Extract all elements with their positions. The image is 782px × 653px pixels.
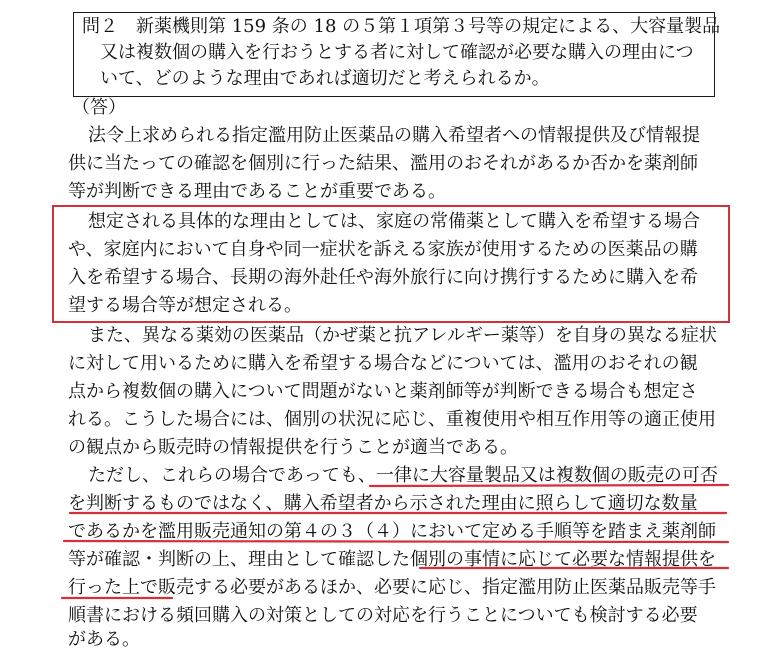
paragraph3-line-4: れる。こうした場合には、個別の状況に応じ、重複使用や相互作用等の適正使用 [68, 409, 716, 430]
paragraph3-line-1: また、異なる薬効の医薬品（かぜ薬と抗アレルギー薬等）を自身の異なる症状 [88, 325, 717, 346]
paragraph2-line-3: 入を希望する場合、長期の海外赴任や海外旅行に向け携行するために購入を希 [68, 267, 698, 288]
paragraph2-line-4: 望する場合等が想定される。 [68, 295, 302, 316]
paragraph3-line-2: に対して用いるために購入を希望する場合などについては、濫用のおそれの観 [68, 353, 698, 374]
paragraph1-line-1: 法令上求められる指定濫用防止医薬品の購入希望者への情報提供及び情報提 [88, 125, 700, 146]
paragraph4-line-7: がある。 [68, 629, 140, 650]
question-line-1: 問２ 新薬機則第 159 条の 18 の５第１項第３号等の規定による、大容量製品 [82, 16, 721, 37]
paragraph4-line-1: ただし、これらの場合であっても、一律に大容量製品又は複数個の販売の可否 [88, 465, 718, 486]
answer-label: （答） [72, 97, 126, 118]
question-line-3: いて、どのような理由であれば適切だと考えられるか。 [100, 68, 550, 89]
paragraph3-line-5: の観点から販売時の情報提供を行うことが適当である。 [68, 437, 518, 458]
paragraph3-line-3: 点から複数個の購入について問題がないと薬剤師等が判断できる場合も想定さ [68, 381, 698, 402]
paragraph4-line-5: 行った上で販売する必要があるほか、必要に応じ、指定濫用防止医薬品販売等手 [68, 577, 716, 598]
paragraph2-line-2: や、家庭内において自身や同一症状を訴える家族が使用するための医薬品の購 [68, 239, 698, 260]
paragraph1-line-3: 等が判断できる理由であることが重要である。 [68, 181, 446, 202]
paragraph4-line-6: 順書における頻回購入の対策としての対応を行うことについても検討する必要 [68, 605, 698, 626]
paragraph4-line-3: であるかを濫用販売通知の第４の３（４）において定める手順等を踏まえ薬剤師 [68, 521, 716, 542]
paragraph4-line-2: を判断するものではなく、購入希望者から示された理由に照らして適切な数量 [68, 493, 698, 514]
paragraph1-line-2: 供に当たっての確認を個別に行った結果、濫用のおそれがあるか否かを薬剤師 [68, 153, 698, 174]
paragraph4-line-4: 等が確認・判断の上、理由として確認した個別の事情に応じて必要な情報提供を [68, 549, 716, 570]
paragraph2-line-1: 想定される具体的な理由としては、家庭の常備薬として購入を希望する場合 [88, 211, 700, 232]
question-line-2: 又は複数個の購入を行おうとする者に対して確認が必要な購入の理由につ [100, 42, 694, 63]
